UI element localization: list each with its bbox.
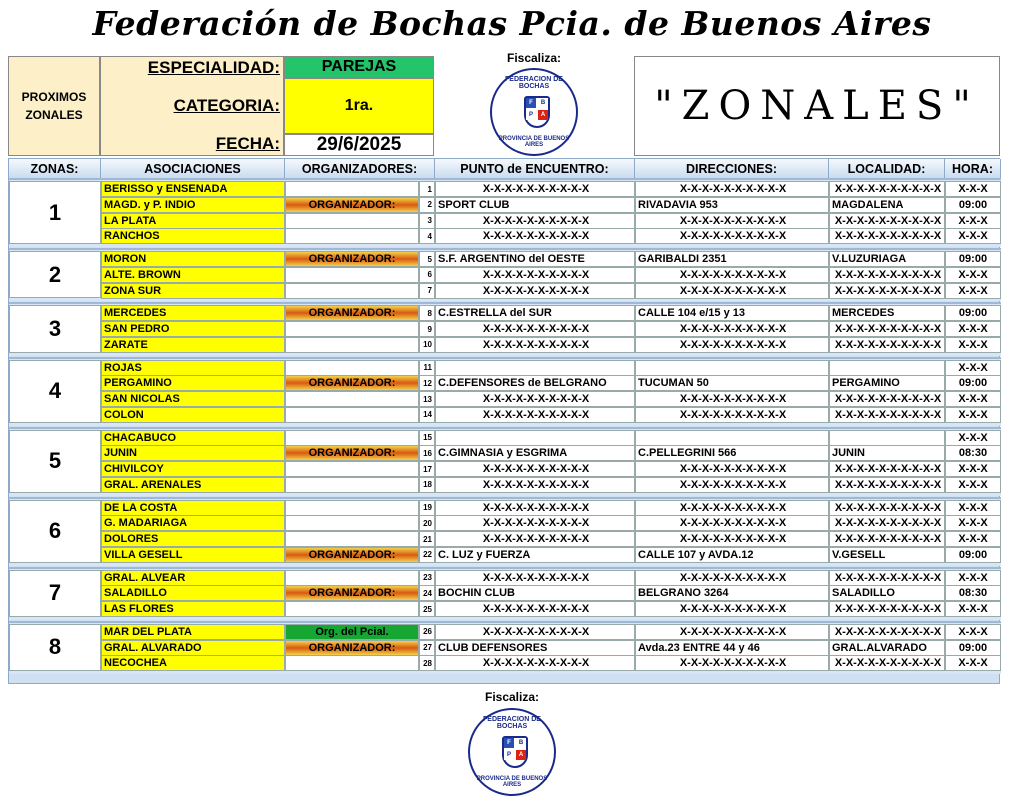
association-cell: PERGAMINO [101, 375, 285, 391]
zone-number: 6 [9, 500, 101, 563]
shield-initial-b: B [538, 98, 548, 108]
zonales-banner [634, 56, 1000, 156]
federation-logo-bottom [468, 708, 556, 796]
col-asociaciones: ASOCIACIONES [101, 159, 285, 179]
meeting-point-cell: X-X-X-X-X-X-X-X-X-X [435, 531, 635, 547]
address-cell: X-X-X-X-X-X-X-X-X-X [635, 500, 829, 516]
row-number: 12 [419, 375, 435, 391]
row-number: 21 [419, 531, 435, 547]
locality-cell: JUNIN [829, 445, 945, 461]
meeting-point-cell: BOCHIN CLUB [435, 585, 635, 601]
time-cell: X-X-X [945, 267, 1001, 283]
table-row [9, 640, 1001, 656]
table-row [9, 601, 1001, 617]
shield-initial-f: F [504, 738, 514, 748]
zonales-table [8, 158, 1000, 684]
row-number: 5 [419, 251, 435, 267]
association-cell: SAN NICOLAS [101, 391, 285, 407]
organizer-cell [285, 360, 419, 376]
shield-initial-a: A [538, 110, 548, 120]
organizer-cell [285, 515, 419, 531]
organizer-cell: ORGANIZADOR: [285, 305, 419, 321]
meeting-point-cell: X-X-X-X-X-X-X-X-X-X [435, 461, 635, 477]
organizer-cell: ORGANIZADOR: [285, 251, 419, 267]
address-cell: X-X-X-X-X-X-X-X-X-X [635, 391, 829, 407]
seal-bottom-text: PROVINCIA DE BUENOS AIRES [476, 776, 548, 788]
meeting-point-cell [435, 430, 635, 446]
organizer-cell: ORGANIZADOR: [285, 585, 419, 601]
table-row [9, 515, 1001, 531]
address-cell: X-X-X-X-X-X-X-X-X-X [635, 181, 829, 197]
time-cell: X-X-X [945, 624, 1001, 640]
time-cell: X-X-X [945, 391, 1001, 407]
organizer-cell [285, 267, 419, 283]
organizer-cell [285, 337, 419, 353]
table-row [9, 197, 1001, 213]
locality-cell: X-X-X-X-X-X-X-X-X-X [829, 570, 945, 586]
seal-icon [468, 708, 556, 796]
table-row [9, 407, 1001, 423]
zone-number: 2 [9, 251, 101, 298]
address-cell: X-X-X-X-X-X-X-X-X-X [635, 461, 829, 477]
table-row [9, 585, 1001, 601]
association-cell: ZARATE [101, 337, 285, 353]
table-row [9, 283, 1001, 299]
association-cell: CHIVILCOY [101, 461, 285, 477]
meeting-point-cell: X-X-X-X-X-X-X-X-X-X [435, 500, 635, 516]
row-number: 27 [419, 640, 435, 656]
zone-number: 5 [9, 430, 101, 493]
col-localidad: LOCALIDAD: [829, 159, 945, 179]
meeting-point-cell: X-X-X-X-X-X-X-X-X-X [435, 321, 635, 337]
meeting-point-cell: X-X-X-X-X-X-X-X-X-X [435, 477, 635, 493]
organizer-cell [285, 477, 419, 493]
especialidad-value: PAREJAS [284, 56, 434, 78]
locality-cell: X-X-X-X-X-X-X-X-X-X [829, 337, 945, 353]
organizer-cell: Org. del Pcial. [285, 624, 419, 640]
locality-cell [829, 360, 945, 376]
row-number: 17 [419, 461, 435, 477]
col-organizadores: ORGANIZADORES: [285, 159, 435, 179]
meeting-point-cell: C.ESTRELLA del SUR [435, 305, 635, 321]
organizer-cell: ORGANIZADOR: [285, 445, 419, 461]
proximos-zonales [8, 56, 100, 156]
zone-number: 8 [9, 624, 101, 671]
locality-cell: V.GESELL [829, 547, 945, 563]
address-cell: GARIBALDI 2351 [635, 251, 829, 267]
association-cell: ZONA SUR [101, 283, 285, 299]
meeting-point-cell: X-X-X-X-X-X-X-X-X-X [435, 213, 635, 229]
address-cell: BELGRANO 3264 [635, 585, 829, 601]
time-cell: X-X-X [945, 213, 1001, 229]
address-cell: X-X-X-X-X-X-X-X-X-X [635, 213, 829, 229]
row-number: 1 [419, 181, 435, 197]
organizer-cell: ORGANIZADOR: [285, 640, 419, 656]
table-row [9, 391, 1001, 407]
locality-cell [829, 430, 945, 446]
seal-top-text: FEDERACION DE BOCHAS [505, 76, 563, 90]
meeting-point-cell: S.F. ARGENTINO del OESTE [435, 251, 635, 267]
time-cell: 09:00 [945, 197, 1001, 213]
time-cell: X-X-X [945, 337, 1001, 353]
association-cell: G. MADARIAGA [101, 515, 285, 531]
zone-number: 7 [9, 570, 101, 617]
meeting-point-cell: C.DEFENSORES de BELGRANO [435, 375, 635, 391]
locality-cell: X-X-X-X-X-X-X-X-X-X [829, 407, 945, 423]
table-row [9, 181, 1001, 197]
meeting-point-cell: X-X-X-X-X-X-X-X-X-X [435, 601, 635, 617]
locality-cell: GRAL.ALVARADO [829, 640, 945, 656]
zone-number: 1 [9, 181, 101, 244]
col-zonas: ZONAS: [9, 159, 101, 179]
locality-cell: MAGDALENA [829, 197, 945, 213]
row-number: 6 [419, 267, 435, 283]
locality-cell: X-X-X-X-X-X-X-X-X-X [829, 283, 945, 299]
address-cell: X-X-X-X-X-X-X-X-X-X [635, 477, 829, 493]
proximos-label: PROXIMOS ZONALES [21, 90, 87, 122]
shield-icon [524, 96, 550, 128]
association-cell: DE LA COSTA [101, 500, 285, 516]
association-cell: ROJAS [101, 360, 285, 376]
row-number: 23 [419, 570, 435, 586]
time-cell: X-X-X [945, 181, 1001, 197]
time-cell: X-X-X [945, 430, 1001, 446]
organizer-cell [285, 430, 419, 446]
col-direcciones: DIRECCIONES: [635, 159, 829, 179]
address-cell: RIVADAVIA 953 [635, 197, 829, 213]
time-cell: X-X-X [945, 283, 1001, 299]
association-cell: MERCEDES [101, 305, 285, 321]
time-cell: X-X-X [945, 407, 1001, 423]
table-row [9, 228, 1001, 244]
time-cell: X-X-X [945, 531, 1001, 547]
federation-logo-top [490, 68, 578, 156]
association-cell: COLON [101, 407, 285, 423]
time-cell: X-X-X [945, 461, 1001, 477]
row-number: 19 [419, 500, 435, 516]
especialidad-label: ESPECIALIDAD: [147, 58, 280, 77]
organizer-cell [285, 213, 419, 229]
shield-initial-f: F [526, 98, 536, 108]
association-cell: MAR DEL PLATA [101, 624, 285, 640]
association-cell: NECOCHEA [101, 655, 285, 671]
table-row [9, 321, 1001, 337]
association-cell: BERISSO y ENSENADA [101, 181, 285, 197]
time-cell: X-X-X [945, 601, 1001, 617]
address-cell: X-X-X-X-X-X-X-X-X-X [635, 228, 829, 244]
organizer-cell [285, 228, 419, 244]
meeting-point-cell: X-X-X-X-X-X-X-X-X-X [435, 407, 635, 423]
locality-cell: X-X-X-X-X-X-X-X-X-X [829, 267, 945, 283]
meeting-point-cell [435, 360, 635, 376]
categoria-label: CATEGORIA: [173, 96, 280, 115]
organizer-cell [285, 391, 419, 407]
association-cell: JUNIN [101, 445, 285, 461]
table-row [9, 305, 1001, 321]
time-cell: X-X-X [945, 477, 1001, 493]
organizer-cell [285, 500, 419, 516]
association-cell: LAS FLORES [101, 601, 285, 617]
zone-number: 4 [9, 360, 101, 423]
row-number: 3 [419, 213, 435, 229]
meeting-point-cell: X-X-X-X-X-X-X-X-X-X [435, 515, 635, 531]
association-cell: CHACABUCO [101, 430, 285, 446]
meeting-point-cell: X-X-X-X-X-X-X-X-X-X [435, 228, 635, 244]
organizer-cell [285, 283, 419, 299]
row-number: 22 [419, 547, 435, 563]
page-title: Federación de Bochas Pcia. de Buenos Aires [92, 4, 932, 43]
col-hora: HORA: [945, 159, 1001, 179]
address-cell: C.PELLEGRINI 566 [635, 445, 829, 461]
time-cell: 08:30 [945, 445, 1001, 461]
organizer-cell [285, 407, 419, 423]
address-cell: X-X-X-X-X-X-X-X-X-X [635, 601, 829, 617]
row-number: 20 [419, 515, 435, 531]
meeting-point-cell: X-X-X-X-X-X-X-X-X-X [435, 655, 635, 671]
shield-initial-p: P [526, 110, 536, 120]
table-row [9, 430, 1001, 446]
row-number: 24 [419, 585, 435, 601]
table-row [9, 624, 1001, 640]
address-cell: TUCUMAN 50 [635, 375, 829, 391]
meeting-point-cell: CLUB DEFENSORES [435, 640, 635, 656]
locality-cell: X-X-X-X-X-X-X-X-X-X [829, 500, 945, 516]
locality-cell: SALADILLO [829, 585, 945, 601]
table-row [9, 213, 1001, 229]
address-cell: X-X-X-X-X-X-X-X-X-X [635, 321, 829, 337]
locality-cell: X-X-X-X-X-X-X-X-X-X [829, 213, 945, 229]
time-cell: 08:30 [945, 585, 1001, 601]
locality-cell: MERCEDES [829, 305, 945, 321]
table-row [9, 531, 1001, 547]
address-cell: X-X-X-X-X-X-X-X-X-X [635, 570, 829, 586]
meeting-point-cell: C.GIMNASIA y ESGRIMA [435, 445, 635, 461]
meeting-point-cell: X-X-X-X-X-X-X-X-X-X [435, 267, 635, 283]
address-cell: Avda.23 ENTRE 44 y 46 [635, 640, 829, 656]
association-cell: DOLORES [101, 531, 285, 547]
association-cell: SAN PEDRO [101, 321, 285, 337]
seal-icon [490, 68, 578, 156]
address-cell: X-X-X-X-X-X-X-X-X-X [635, 337, 829, 353]
organizer-cell [285, 601, 419, 617]
address-cell: X-X-X-X-X-X-X-X-X-X [635, 531, 829, 547]
table-row [9, 477, 1001, 493]
categoria-value: 1ra. [284, 78, 434, 134]
address-cell: X-X-X-X-X-X-X-X-X-X [635, 283, 829, 299]
row-number: 7 [419, 283, 435, 299]
meeting-point-cell: C. LUZ y FUERZA [435, 547, 635, 563]
organizer-cell [285, 655, 419, 671]
meeting-point-cell: X-X-X-X-X-X-X-X-X-X [435, 283, 635, 299]
locality-cell: X-X-X-X-X-X-X-X-X-X [829, 531, 945, 547]
footer-fiscaliza: Fiscaliza: [484, 690, 540, 704]
table-row [9, 375, 1001, 391]
row-number: 4 [419, 228, 435, 244]
shield-initial-p: P [504, 750, 514, 760]
table-row [9, 570, 1001, 586]
association-cell: SALADILLO [101, 585, 285, 601]
organizer-cell: ORGANIZADOR: [285, 375, 419, 391]
row-number: 8 [419, 305, 435, 321]
table-row [9, 267, 1001, 283]
time-cell: X-X-X [945, 655, 1001, 671]
time-cell: 09:00 [945, 640, 1001, 656]
table-row [9, 445, 1001, 461]
table-row [9, 655, 1001, 671]
association-cell: LA PLATA [101, 213, 285, 229]
locality-cell: PERGAMINO [829, 375, 945, 391]
meeting-point-cell: X-X-X-X-X-X-X-X-X-X [435, 570, 635, 586]
association-cell: VILLA GESELL [101, 547, 285, 563]
time-cell: X-X-X [945, 500, 1001, 516]
seal-top-text: FEDERACION DE BOCHAS [483, 716, 541, 730]
row-number: 9 [419, 321, 435, 337]
zonales-title: "ZONALES" [654, 83, 980, 129]
association-cell: GRAL. ARENALES [101, 477, 285, 493]
locality-cell: X-X-X-X-X-X-X-X-X-X [829, 624, 945, 640]
time-cell: 09:00 [945, 547, 1001, 563]
association-cell: MAGD. y P. INDIO [101, 197, 285, 213]
address-cell [635, 430, 829, 446]
row-number: 26 [419, 624, 435, 640]
locality-cell: X-X-X-X-X-X-X-X-X-X [829, 228, 945, 244]
time-cell: X-X-X [945, 321, 1001, 337]
meeting-point-cell: X-X-X-X-X-X-X-X-X-X [435, 624, 635, 640]
organizer-cell [285, 461, 419, 477]
meeting-point-cell: X-X-X-X-X-X-X-X-X-X [435, 337, 635, 353]
time-cell: X-X-X [945, 570, 1001, 586]
row-number: 11 [419, 360, 435, 376]
shield-initial-a: A [516, 750, 526, 760]
table-row [9, 337, 1001, 353]
shield-icon [502, 736, 528, 768]
fiscaliza-label: Fiscaliza: [506, 51, 562, 65]
meeting-point-cell: X-X-X-X-X-X-X-X-X-X [435, 391, 635, 407]
zone-number: 3 [9, 305, 101, 352]
locality-cell: X-X-X-X-X-X-X-X-X-X [829, 655, 945, 671]
header-block [8, 51, 1000, 156]
address-cell: X-X-X-X-X-X-X-X-X-X [635, 624, 829, 640]
organizer-cell [285, 181, 419, 197]
organizer-cell: ORGANIZADOR: [285, 197, 419, 213]
address-cell: X-X-X-X-X-X-X-X-X-X [635, 267, 829, 283]
locality-cell: X-X-X-X-X-X-X-X-X-X [829, 321, 945, 337]
locality-cell: X-X-X-X-X-X-X-X-X-X [829, 601, 945, 617]
meeting-point-cell: SPORT CLUB [435, 197, 635, 213]
address-cell: X-X-X-X-X-X-X-X-X-X [635, 515, 829, 531]
time-cell: 09:00 [945, 251, 1001, 267]
address-cell: X-X-X-X-X-X-X-X-X-X [635, 655, 829, 671]
association-cell: GRAL. ALVARADO [101, 640, 285, 656]
fecha-label: FECHA: [215, 134, 280, 153]
row-number: 15 [419, 430, 435, 446]
row-number: 16 [419, 445, 435, 461]
table-row [9, 461, 1001, 477]
time-cell: 09:00 [945, 375, 1001, 391]
organizer-cell [285, 531, 419, 547]
address-cell: X-X-X-X-X-X-X-X-X-X [635, 407, 829, 423]
locality-cell: X-X-X-X-X-X-X-X-X-X [829, 515, 945, 531]
row-number: 28 [419, 655, 435, 671]
table-row [9, 360, 1001, 376]
association-cell: MORON [101, 251, 285, 267]
time-cell: X-X-X [945, 515, 1001, 531]
meeting-point-cell: X-X-X-X-X-X-X-X-X-X [435, 181, 635, 197]
row-number: 18 [419, 477, 435, 493]
locality-cell: X-X-X-X-X-X-X-X-X-X [829, 181, 945, 197]
table-row [9, 500, 1001, 516]
row-number: 25 [419, 601, 435, 617]
locality-cell: V.LUZURIAGA [829, 251, 945, 267]
organizer-cell [285, 570, 419, 586]
time-cell: 09:00 [945, 305, 1001, 321]
row-number: 14 [419, 407, 435, 423]
col-punto-encuentro: PUNTO de ENCUENTRO: [435, 159, 635, 179]
locality-cell: X-X-X-X-X-X-X-X-X-X [829, 477, 945, 493]
association-cell: GRAL. ALVEAR [101, 570, 285, 586]
row-number: 10 [419, 337, 435, 353]
address-cell: CALLE 107 y AVDA.12 [635, 547, 829, 563]
locality-cell: X-X-X-X-X-X-X-X-X-X [829, 461, 945, 477]
seal-bottom-text: PROVINCIA DE BUENOS AIRES [498, 136, 570, 148]
row-number: 2 [419, 197, 435, 213]
association-cell: ALTE. BROWN [101, 267, 285, 283]
table-row [9, 547, 1001, 563]
shield-initial-b: B [516, 738, 526, 748]
row-number: 13 [419, 391, 435, 407]
organizer-cell: ORGANIZADOR: [285, 547, 419, 563]
association-cell: RANCHOS [101, 228, 285, 244]
address-cell [635, 360, 829, 376]
address-cell: CALLE 104 e/15 y 13 [635, 305, 829, 321]
locality-cell: X-X-X-X-X-X-X-X-X-X [829, 391, 945, 407]
time-cell: X-X-X [945, 360, 1001, 376]
time-cell: X-X-X [945, 228, 1001, 244]
organizer-cell [285, 321, 419, 337]
table-row [9, 251, 1001, 267]
fecha-value: 29/6/2025 [284, 134, 434, 156]
